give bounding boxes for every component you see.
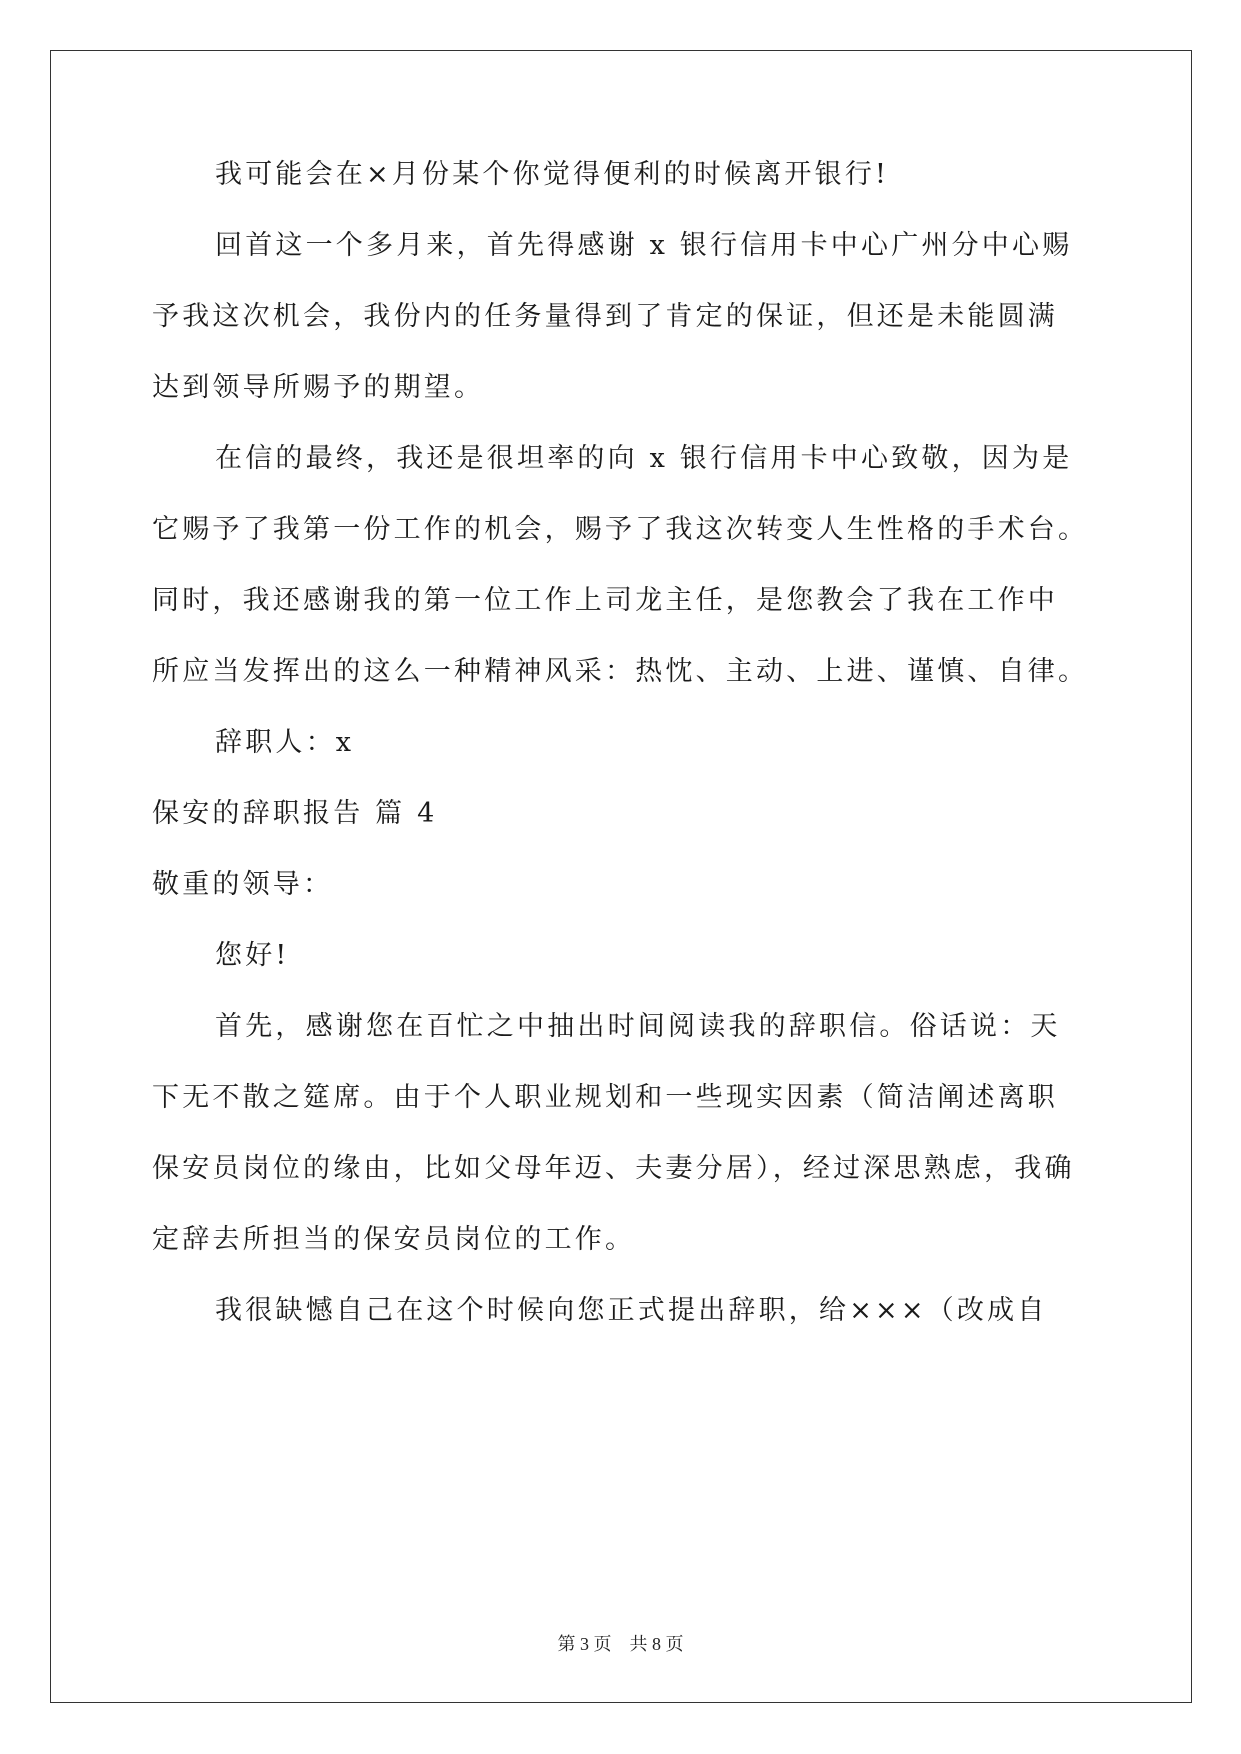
paragraph-line: 我很缺憾自己在这个时候向您正式提出辞职，给×××（改成自 [215, 1295, 1048, 1326]
page-number: 第 3 页 [557, 1634, 612, 1654]
paragraph-line: 首先，感谢您在百忙之中抽出时间阅读我的辞职信。俗话说：天 [215, 1011, 1061, 1042]
paragraph-line: 下无不散之筵席。由于个人职业规划和一些现实因素（简洁阐述离职 [152, 1082, 1058, 1113]
paragraph-line: 在信的最终，我还是很坦率的向 x 银行信用卡中心致敬，因为是 [215, 443, 1073, 474]
signature-line: 辞职人：x [215, 727, 355, 758]
paragraph-line: 保安员岗位的缘由，比如父母年迈、夫妻分居），经过深思熟虑，我确 [152, 1153, 1075, 1184]
page-total: 共 8 页 [629, 1634, 684, 1654]
paragraph-line: 我可能会在×月份某个你觉得便利的时候离开银行! [215, 159, 890, 190]
paragraph-line: 它赐予了我第一份工作的机会，赐予了我这次转变人生性格的手术台。 [152, 514, 1089, 545]
section-heading: 保安的辞职报告 篇 4 [152, 798, 438, 829]
paragraph-line: 所应当发挥出的这么一种精神风采：热忱、主动、上进、谨慎、自律。 [152, 656, 1089, 687]
page-footer [0, 1632, 1241, 1656]
greeting: 您好! [215, 940, 290, 971]
paragraph-line: 定辞去所担当的保安员岗位的工作。 [152, 1224, 636, 1255]
salutation: 敬重的领导： [152, 869, 334, 900]
paragraph-line: 回首这一个多月来，首先得感谢 x 银行信用卡中心广州分中心赐 [215, 230, 1073, 261]
paragraph-line: 予我这次机会，我份内的任务量得到了肯定的保证，但还是未能圆满 [152, 301, 1058, 332]
paragraph-line: 同时，我还感谢我的第一位工作上司龙主任，是您教会了我在工作中 [152, 585, 1058, 616]
paragraph-line: 达到领导所赐予的期望。 [152, 372, 485, 403]
